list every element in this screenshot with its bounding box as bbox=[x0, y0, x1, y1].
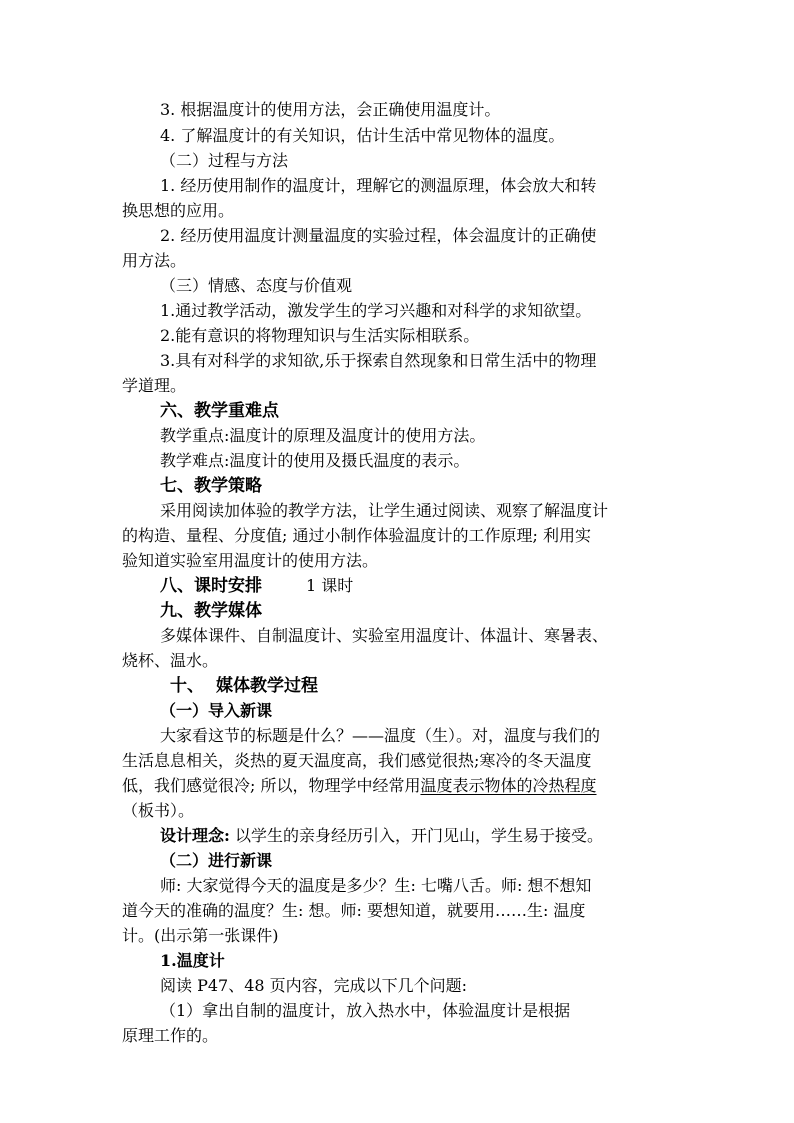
intro-line-2: 生活息息相关，炎热的夏天温度高，我们感觉很热;寒冷的冬天温度 bbox=[122, 751, 592, 770]
intro-heading: （一）导入新课 bbox=[160, 701, 273, 720]
strategy-line-2: 的构造、量程、分度值; 通过小制作体验温度计的工作原理; 利用实 bbox=[122, 526, 591, 545]
difficulties-heading: 六、教学重难点 bbox=[160, 401, 279, 421]
design-concept bbox=[160, 826, 603, 846]
new-lesson-line-2: 道今天的准确的温度？生: 想。师: 要想知道，就要用……生: 温度 bbox=[122, 901, 586, 920]
objective-item-3: 3. 根据温度计的使用方法，会正确使用温度计。 bbox=[160, 100, 501, 119]
process-item-2-line-1: 2. 经历使用温度计测量温度的实验过程，体会温度计的正确使 bbox=[160, 226, 597, 245]
schedule-heading: 八、课时安排 bbox=[160, 576, 262, 596]
media-line-2: 烧杯、温水。 bbox=[122, 651, 219, 670]
process-heading-number: 十、 bbox=[170, 676, 204, 696]
strategy-line-1: 采用阅读加体验的教学方法，让学生通过阅读、观察了解温度计 bbox=[160, 501, 609, 520]
intro-line-1: 大家看这节的标题是什么？——温度（生）。对，温度与我们的 bbox=[160, 726, 601, 745]
teaching-difficulty: 教学难点:温度计的使用及摄氏温度的表示。 bbox=[160, 451, 470, 470]
intro-line-3 bbox=[122, 776, 597, 796]
design-concept-label: 设计理念: bbox=[160, 826, 230, 845]
design-concept-text: 以学生的亲身经历引入，开门见山，学生易于接受。 bbox=[229, 826, 604, 845]
process-item-2-line-2: 用方法。 bbox=[122, 251, 187, 270]
emotion-item-3-line-1: 3.具有对科学的求知欲,乐于探索自然现象和日常生活中的物理 bbox=[160, 351, 597, 370]
schedule-value: 1 课时 bbox=[306, 576, 354, 595]
process-heading-text: 媒体教学过程 bbox=[216, 676, 318, 696]
teaching-focus: 教学重点:温度计的原理及温度计的使用方法。 bbox=[160, 426, 486, 445]
process-item-1-line-2: 换思想的应用。 bbox=[122, 201, 235, 220]
emotion-item-2: 2.能有意识的将物理知识与生活实际相联系。 bbox=[160, 326, 480, 345]
intro-line-4: （板书）。 bbox=[122, 801, 195, 820]
new-lesson-line-1: 师: 大家觉得今天的温度是多少？生: 七嘴八舌。师: 想不想知 bbox=[160, 876, 592, 895]
emotion-item-1: 1.通过教学活动，激发学生的学习兴趣和对科学的求知欲望。 bbox=[160, 301, 592, 320]
process-item-1-line-1: 1. 经历使用制作的温度计，理解它的测温原理，体会放大和转 bbox=[160, 176, 597, 195]
media-line-1: 多媒体课件、自制温度计、实验室用温度计、体温计、寒暑表、 bbox=[160, 626, 609, 645]
emotion-item-3-line-2: 学道理。 bbox=[122, 376, 187, 395]
board-writing-underlined: 温度表示物体的冷热程度 bbox=[420, 776, 597, 795]
strategy-line-3: 验知道实验室用温度计的使用方法。 bbox=[122, 551, 379, 570]
new-lesson-heading: （二）进行新课 bbox=[160, 851, 273, 870]
media-heading: 九、教学媒体 bbox=[160, 601, 262, 621]
strategy-heading: 七、教学策略 bbox=[160, 476, 262, 496]
intro-line-3-text: 低，我们感觉很冷; 所以，物理学中经常用 bbox=[122, 776, 421, 795]
reading-instruction: 阅读 P47、48 页内容，完成以下几个问题: bbox=[160, 976, 468, 995]
objective-item-4: 4. 了解温度计的有关知识，估计生活中常见物体的温度。 bbox=[160, 126, 565, 145]
thermometer-subheading: 1.温度计 bbox=[160, 951, 225, 970]
question-1-line-1: （1）拿出自制的温度计，放入热水中，体验温度计是根据 bbox=[160, 1001, 571, 1020]
question-1-line-2: 原理工作的。 bbox=[122, 1026, 219, 1045]
emotion-heading: （三）情感、态度与价值观 bbox=[160, 276, 353, 295]
process-method-heading: （二）过程与方法 bbox=[160, 151, 289, 170]
new-lesson-line-3: 计。(出示第一张课件) bbox=[122, 926, 279, 945]
